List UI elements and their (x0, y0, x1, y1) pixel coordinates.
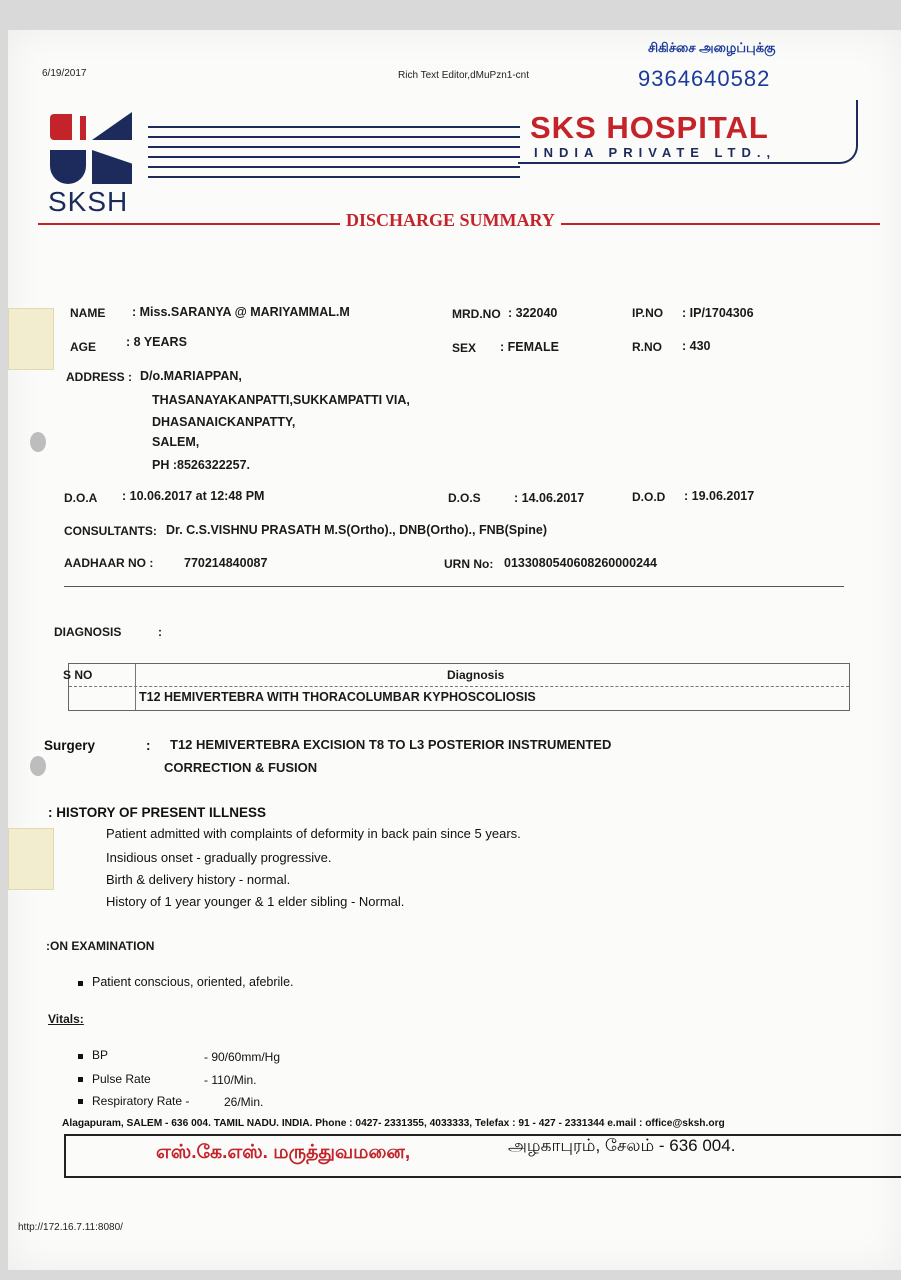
surgery-label: Surgery (44, 738, 96, 753)
bullet-icon (78, 981, 83, 986)
aadhaar-value: 770214840087 (184, 556, 268, 570)
history-line: Birth & delivery history - normal. (106, 872, 291, 887)
ip-label: IP.NO (632, 306, 664, 320)
address-line: SALEM, (152, 435, 200, 449)
bullet-icon (78, 1099, 83, 1104)
dos-label: D.O.S (448, 491, 481, 505)
rno-label: R.NO (632, 340, 662, 354)
rno-value: : 430 (682, 339, 711, 353)
logo-red-shape (50, 114, 72, 140)
doa-value: : 10.06.2017 at 12:48 PM (122, 489, 265, 503)
logo-red-shape (80, 116, 86, 140)
vital-label: Pulse Rate (92, 1072, 151, 1086)
consultants-value: Dr. C.S.VISHNU PRASATH M.S(Ortho)., DNB(Ortho)., FNB(Spine) (166, 523, 548, 537)
bullet-icon (78, 1077, 83, 1082)
address-line: DHASANAICKANPATTY, (152, 415, 296, 429)
binder-tab (8, 308, 54, 370)
surgery-colon: : (146, 738, 151, 753)
history-line: Patient admitted with complaints of deformity in back pain since 5 years. (106, 826, 521, 841)
name-label: NAME (70, 306, 106, 320)
mrd-value: : 322040 (508, 306, 558, 320)
binder-tab (8, 828, 54, 890)
logo-text: SKSH (48, 186, 129, 217)
diagnosis-heading: DIAGNOSIS (54, 625, 122, 639)
editor-label: Rich Text Editor,dMuPzn1-cnt (398, 70, 529, 81)
urn-label: URN No: (444, 557, 494, 571)
header-rule (148, 146, 520, 148)
emergency-label-tamil: சிகிச்சை அழைப்புக்கு (648, 40, 776, 55)
vital-value: - 110/Min. (204, 1073, 257, 1087)
diagnosis-row: T12 HEMIVERTEBRA WITH THORACOLUMBAR KYPHOSCOLIOSIS (139, 690, 536, 704)
history-line: History of 1 year younger & 1 elder sibling - Normal. (106, 894, 405, 909)
footer-address: Alagapuram, SALEM - 636 004. TAMIL NADU. INDIA. Phone : 0427- 2331355, 4033333, Telefax : 91 - 427 - 2331344 e.mail : office@sksh.org (62, 1118, 725, 1129)
document-title: DISCHARGE SUMMARY (340, 210, 561, 231)
surgery-line: CORRECTION & FUSION (164, 760, 318, 775)
dod-label: D.O.D (632, 490, 666, 504)
address-line: THASANAYAKANPATTI,SUKKAMPATTI VIA, (152, 393, 410, 407)
vitals-heading: Vitals: (48, 1012, 84, 1026)
footer-hospital-name-tamil: எஸ்.கே.எஸ். மருத்துவமனை, (156, 1142, 411, 1163)
header-rule (148, 126, 520, 128)
history-line: Insidious onset - gradually progressive. (106, 850, 332, 865)
logo-blue-shape (92, 112, 132, 140)
binder-hole (30, 756, 46, 776)
hospital-subtitle: INDIA PRIVATE LTD., (534, 145, 777, 160)
section-divider (64, 586, 844, 587)
vital-label: Respiratory Rate - (92, 1094, 190, 1108)
dod-value: : 19.06.2017 (684, 489, 755, 503)
diagnosis-header: Diagnosis (447, 668, 505, 682)
surgery-line: T12 HEMIVERTEBRA EXCISION T8 TO L3 POSTERIOR INSTRUMENTED (170, 737, 612, 752)
examination-item: Patient conscious, oriented, afebrile. (92, 975, 294, 989)
doa-label: D.O.A (64, 491, 98, 505)
diagnosis-table (63, 663, 850, 711)
patient-name: : Miss.SARANYA @ MARIYAMMAL.M (132, 305, 350, 319)
dos-value: : 14.06.2017 (514, 491, 585, 505)
logo-blue-shape (92, 150, 132, 184)
hospital-logo (46, 108, 136, 218)
print-date: 6/19/2017 (42, 68, 87, 79)
address-label: ADDRESS : (66, 370, 133, 384)
header-rule (148, 166, 520, 168)
diagnosis-colon: : (158, 625, 162, 639)
diagnosis-table-divider (135, 664, 136, 710)
sex-label: SEX (452, 341, 477, 355)
header-rule (148, 156, 520, 158)
footer-city-tamil: அழகாபுரம், சேலம் - 636 004. (508, 1136, 736, 1155)
binder-hole (30, 432, 46, 452)
age-label: AGE (70, 340, 97, 354)
address-line: PH :8526322257. (152, 458, 250, 472)
bullet-icon (78, 1054, 83, 1059)
address-line: D/o.MARIAPPAN, (140, 369, 242, 383)
vital-value: 26/Min. (224, 1095, 264, 1109)
urn-value: 0133080540608260000244 (504, 556, 657, 570)
age-value: : 8 YEARS (126, 335, 187, 349)
logo-blue-shape (50, 150, 86, 184)
hospital-name: SKS HOSPITAL (530, 110, 769, 145)
emergency-phone: 9364640582 (638, 66, 771, 91)
sex-value: : FEMALE (500, 340, 560, 354)
header-rule (148, 136, 520, 138)
document-page (8, 30, 901, 1270)
vital-label: BP (92, 1048, 109, 1062)
footer-url[interactable]: http://172.16.7.11:8080/ (18, 1222, 123, 1233)
vital-value: - 90/60mm/Hg (204, 1050, 281, 1064)
sno-header: S NO (63, 668, 93, 682)
ip-value: : IP/1704306 (682, 306, 754, 320)
examination-heading: ON EXAMINATION: (46, 939, 155, 953)
mrd-label: MRD.NO (452, 307, 501, 321)
consultants-label: CONSULTANTS: (64, 524, 157, 538)
history-heading: HISTORY OF PRESENT ILLNESS : (48, 805, 267, 820)
aadhaar-label: AADHAAR NO : (64, 556, 154, 570)
header-rule (148, 176, 520, 178)
